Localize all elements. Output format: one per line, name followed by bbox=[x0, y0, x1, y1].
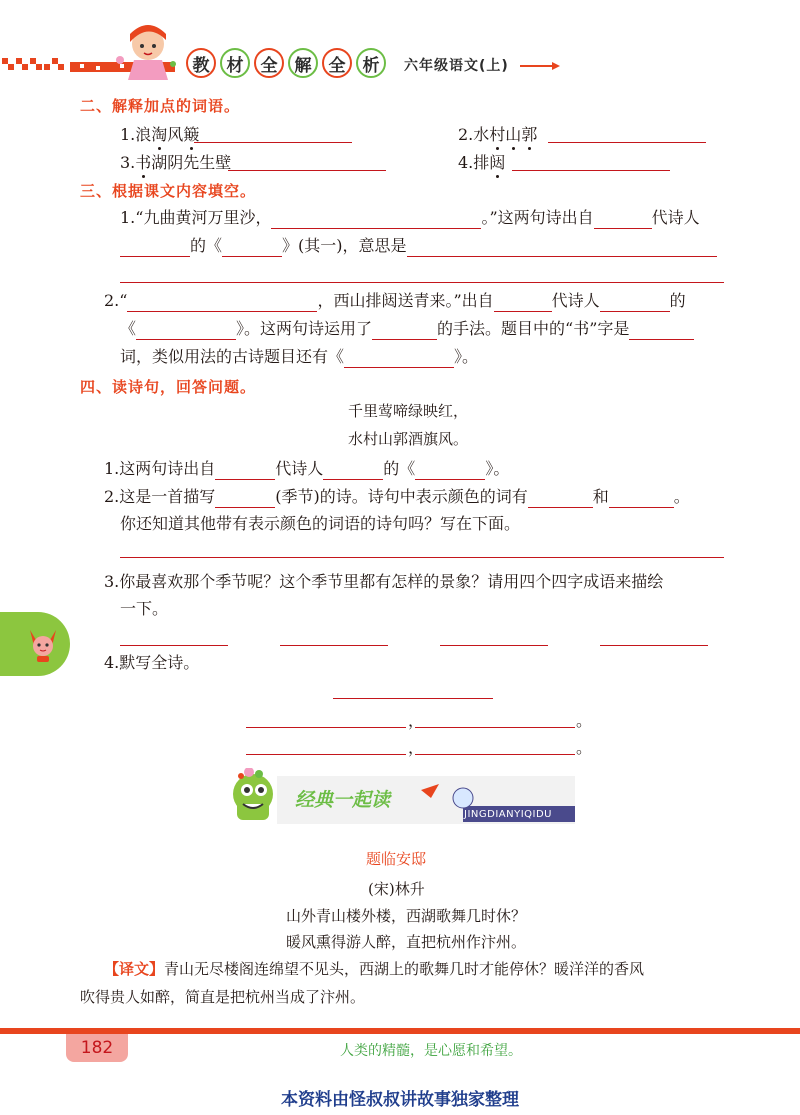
answer-line[interactable] bbox=[246, 754, 406, 755]
credit-note: 本资料由怪叔叔讲故事独家整理 bbox=[281, 1090, 519, 1110]
poem-verse-1: 山外青山楼外楼，西湖歌舞几时休？ bbox=[286, 907, 527, 925]
header-girl-illustration bbox=[108, 20, 183, 82]
s2-item-3: 3.书湖阴先生壁 bbox=[120, 153, 232, 172]
answer-line[interactable] bbox=[120, 282, 724, 283]
section-4-heading: 四、读诗句，回答问题。 bbox=[80, 378, 257, 396]
s4-q2-line1: 2.这是一首描写 (季节)的诗。诗句中表示颜色的词有 和 。 bbox=[104, 487, 690, 506]
translation-line-2: 吹得贵人如醉，简直是把杭州当成了汴州。 bbox=[80, 988, 366, 1006]
s2-item-4: 4.排闼 bbox=[458, 153, 506, 172]
s4-q2-line2: 你还知道其他带有表示颜色的词语的诗句吗？写在下面。 bbox=[120, 514, 521, 533]
answer-line[interactable] bbox=[548, 142, 706, 143]
subject-label: 六年级语文(上) bbox=[404, 58, 509, 74]
translation-line-1: 【译文】青山无尽楼阁连绵望不见头，西湖上的歌舞几时才能停休？暖洋洋的香风 bbox=[104, 960, 645, 978]
poem-author: (宋)林升 bbox=[368, 880, 425, 898]
series-char-3: 全 bbox=[254, 48, 284, 78]
poem-line-1: 千里莺啼绿映红， bbox=[348, 402, 469, 420]
page-number: 182 bbox=[66, 1034, 128, 1062]
comma: ， bbox=[408, 738, 425, 757]
side-tab bbox=[0, 612, 70, 676]
answer-blank[interactable] bbox=[629, 321, 694, 340]
answer-line[interactable] bbox=[194, 142, 352, 143]
banner-title: 经典一起读 bbox=[295, 789, 391, 811]
answer-blank[interactable] bbox=[494, 293, 552, 312]
poem-verse-2: 暖风熏得游人醉，直把杭州作汴州。 bbox=[286, 933, 527, 951]
answer-line[interactable] bbox=[415, 727, 575, 728]
answer-line[interactable] bbox=[440, 645, 548, 646]
s3-q2-line3: 词，类似用法的古诗题目还有《 》。 bbox=[120, 347, 479, 366]
s2-item-2: 2.水村山郭 bbox=[458, 125, 538, 144]
period: 。 bbox=[576, 711, 593, 730]
series-char-1: 教 bbox=[186, 48, 216, 78]
series-char-4: 解 bbox=[288, 48, 318, 78]
s3-q1-line2: 的《 》(其一)，意思是 bbox=[120, 235, 717, 257]
answer-line[interactable] bbox=[246, 727, 406, 728]
poem-title: 题临安邸 bbox=[366, 850, 427, 868]
period: 。 bbox=[576, 738, 593, 757]
series-char-6: 析 bbox=[356, 48, 386, 78]
s3-q1-line1: 1.“九曲黄河万里沙， 。”这两句诗出自 代诗人 bbox=[120, 208, 700, 227]
answer-line[interactable] bbox=[120, 557, 724, 558]
pencil-icon bbox=[520, 62, 560, 70]
section-3-heading: 三、根据课文内容填空。 bbox=[80, 182, 257, 200]
answer-blank[interactable] bbox=[415, 461, 485, 480]
answer-blank[interactable] bbox=[609, 489, 674, 508]
answer-blank[interactable] bbox=[127, 293, 317, 312]
banner-pinyin: JINGDIANYIQIDU bbox=[464, 809, 552, 820]
s2-item-1-text: 浪淘风簸 bbox=[135, 125, 200, 144]
translation-tag: 【译文】 bbox=[104, 960, 165, 978]
s4-q1: 1.这两句诗出自 代诗人 的《 》。 bbox=[104, 459, 510, 478]
series-title bbox=[186, 48, 386, 78]
answer-blank[interactable] bbox=[271, 210, 481, 229]
answer-blank[interactable] bbox=[136, 321, 236, 340]
fox-mascot-icon bbox=[26, 624, 60, 664]
s2-item-1: 1.浪淘风簸 bbox=[120, 125, 200, 144]
answer-blank[interactable] bbox=[215, 489, 275, 508]
answer-line[interactable] bbox=[600, 645, 708, 646]
answer-line[interactable] bbox=[280, 645, 388, 646]
series-char-2: 材 bbox=[220, 48, 250, 78]
answer-blank[interactable] bbox=[120, 238, 190, 257]
s4-q4: 4.默写全诗。 bbox=[104, 653, 200, 672]
section-2-heading: 二、解释加点的词语。 bbox=[80, 97, 241, 115]
s4-q3-line1: 3.你最喜欢那个季节呢？这个季节里都有怎样的景象？请用四个四字成语来描绘 bbox=[104, 572, 664, 591]
answer-blank[interactable] bbox=[323, 461, 383, 480]
answer-line-title[interactable] bbox=[333, 698, 493, 699]
comma: ， bbox=[408, 711, 425, 730]
answer-line[interactable] bbox=[120, 645, 228, 646]
answer-blank[interactable] bbox=[594, 210, 652, 229]
answer-blank[interactable] bbox=[407, 238, 717, 257]
answer-line[interactable] bbox=[415, 754, 575, 755]
footer-motto: 人类的精髓，是心愿和希望。 bbox=[340, 1043, 522, 1059]
answer-blank[interactable] bbox=[600, 293, 670, 312]
s3-q2-line2: 《 》。这两句诗运用了 的手法。题目中的“书”字是 bbox=[120, 318, 694, 340]
answer-blank[interactable] bbox=[344, 349, 454, 368]
answer-line[interactable] bbox=[512, 170, 670, 171]
answer-blank[interactable] bbox=[528, 489, 593, 508]
answer-blank[interactable] bbox=[372, 321, 437, 340]
s3-q2-line1: 2.“ ，西山排闼送青来。”出自 代诗人 的 bbox=[104, 291, 686, 310]
answer-blank[interactable] bbox=[215, 461, 275, 480]
s4-q3-line2: 一下。 bbox=[120, 599, 169, 618]
series-char-5: 全 bbox=[322, 48, 352, 78]
poem-line-2: 水村山郭酒旗风。 bbox=[348, 430, 469, 448]
answer-blank[interactable] bbox=[222, 238, 282, 257]
answer-line[interactable] bbox=[228, 170, 386, 171]
